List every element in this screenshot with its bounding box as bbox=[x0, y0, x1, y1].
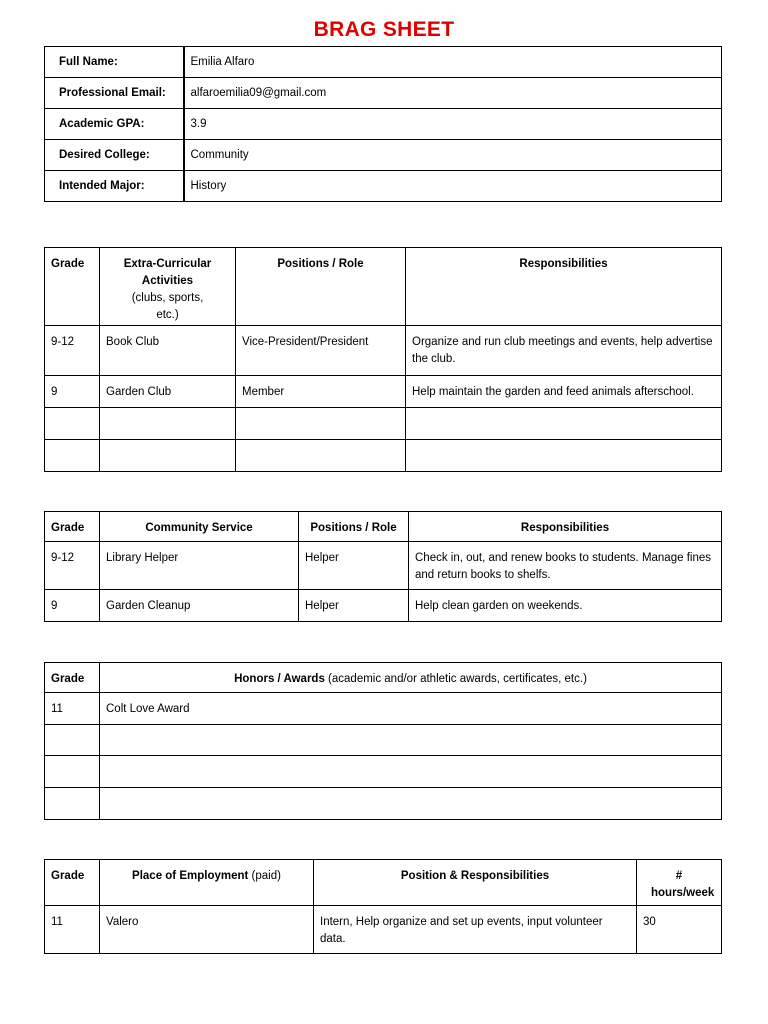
info-row bbox=[45, 171, 722, 202]
hours-header: # hours/week bbox=[637, 860, 722, 906]
place-header-sub: (paid) bbox=[251, 870, 281, 882]
grade-cell: 9-12 bbox=[45, 542, 100, 590]
position-header: Position & Responsibilities bbox=[314, 860, 637, 906]
role-cell: Helper bbox=[299, 542, 409, 590]
employment-table bbox=[44, 859, 722, 954]
honors-table bbox=[44, 662, 722, 820]
activity-cell: Garden Club bbox=[100, 376, 236, 408]
activity-header-sub: (clubs, sports, etc.) bbox=[131, 292, 204, 321]
grade-header: Grade bbox=[45, 512, 100, 542]
empty-cell bbox=[45, 756, 100, 788]
service-cell: Library Helper bbox=[100, 542, 299, 590]
activity-cell: Book Club bbox=[100, 326, 236, 376]
table-row bbox=[45, 542, 722, 590]
empty-cell bbox=[45, 725, 100, 756]
table-header-row bbox=[45, 512, 722, 542]
info-value: History bbox=[184, 171, 722, 202]
award-cell: Colt Love Award bbox=[100, 693, 722, 725]
grade-cell: 9-12 bbox=[45, 326, 100, 376]
info-value: Community bbox=[184, 140, 722, 171]
empty-cell bbox=[236, 440, 406, 472]
table-row bbox=[45, 906, 722, 954]
hours-cell: 30 bbox=[637, 906, 722, 954]
table-row bbox=[45, 376, 722, 408]
service-header: Community Service bbox=[100, 512, 299, 542]
table-row bbox=[45, 590, 722, 622]
table-row bbox=[45, 693, 722, 725]
info-row bbox=[45, 47, 722, 78]
responsibilities-header: Responsibilities bbox=[406, 248, 722, 326]
table-header-row bbox=[45, 248, 722, 326]
empty-row bbox=[45, 756, 722, 788]
responsibilities-header: Responsibilities bbox=[409, 512, 722, 542]
responsibilities-cell: Help clean garden on weekends. bbox=[409, 590, 722, 622]
place-cell: Valero bbox=[100, 906, 314, 954]
empty-row bbox=[45, 788, 722, 820]
empty-cell bbox=[100, 440, 236, 472]
place-header bbox=[100, 860, 314, 906]
table-header-row bbox=[45, 860, 722, 906]
grade-header: Grade bbox=[45, 860, 100, 906]
empty-cell bbox=[45, 440, 100, 472]
empty-row bbox=[45, 725, 722, 756]
responsibilities-cell: Organize and run club meetings and events, help advertise the club. bbox=[406, 326, 722, 376]
info-label: Academic GPA: bbox=[45, 109, 184, 140]
role-header: Positions / Role bbox=[299, 512, 409, 542]
info-row bbox=[45, 109, 722, 140]
info-row bbox=[45, 78, 722, 109]
info-row bbox=[45, 140, 722, 171]
empty-row bbox=[45, 440, 722, 472]
page-title: BRAG SHEET bbox=[313, 18, 455, 41]
grade-header: Grade bbox=[45, 663, 100, 693]
empty-row bbox=[45, 408, 722, 440]
activity-header-label: Extra-Curricular Activities bbox=[123, 258, 212, 287]
info-value: Emilia Alfaro bbox=[184, 47, 722, 78]
responsibilities-cell: Check in, out, and renew books to students. Manage fines and return books to shelfs. bbox=[409, 542, 722, 590]
position-cell: Intern, Help organize and set up events, input volunteer data. bbox=[314, 906, 637, 954]
responsibilities-cell: Help maintain the garden and feed animals afterschool. bbox=[406, 376, 722, 408]
info-label: Intended Major: bbox=[45, 171, 184, 202]
info-value: alfaroemilia09@gmail.com bbox=[184, 78, 722, 109]
table-header-row bbox=[45, 663, 722, 693]
empty-cell bbox=[100, 725, 722, 756]
grade-cell: 9 bbox=[45, 590, 100, 622]
empty-cell bbox=[45, 408, 100, 440]
service-cell: Garden Cleanup bbox=[100, 590, 299, 622]
honors-header-label: Honors / Awards bbox=[234, 673, 325, 685]
empty-cell bbox=[236, 408, 406, 440]
info-label: Professional Email: bbox=[45, 78, 184, 109]
grade-cell: 9 bbox=[45, 376, 100, 408]
honors-header-sub: (academic and/or athletic awards, certificates, etc.) bbox=[328, 673, 587, 685]
empty-cell bbox=[100, 408, 236, 440]
grade-cell: 11 bbox=[45, 906, 100, 954]
empty-cell bbox=[406, 408, 722, 440]
role-cell: Vice-President/President bbox=[236, 326, 406, 376]
empty-cell bbox=[100, 788, 722, 820]
table-row bbox=[45, 326, 722, 376]
community-service-table bbox=[44, 511, 722, 622]
activity-header bbox=[100, 248, 236, 326]
info-value: 3.9 bbox=[184, 109, 722, 140]
grade-header: Grade bbox=[45, 248, 100, 326]
role-cell: Member bbox=[236, 376, 406, 408]
role-cell: Helper bbox=[299, 590, 409, 622]
role-header: Positions / Role bbox=[236, 248, 406, 326]
extracurricular-table bbox=[44, 247, 722, 472]
info-label: Full Name: bbox=[45, 47, 184, 78]
honors-header bbox=[100, 663, 722, 693]
info-label: Desired College: bbox=[45, 140, 184, 171]
grade-cell: 11 bbox=[45, 693, 100, 725]
empty-cell bbox=[100, 756, 722, 788]
personal-info-table bbox=[44, 46, 722, 202]
empty-cell bbox=[406, 440, 722, 472]
empty-cell bbox=[45, 788, 100, 820]
place-header-label: Place of Employment bbox=[132, 870, 249, 882]
